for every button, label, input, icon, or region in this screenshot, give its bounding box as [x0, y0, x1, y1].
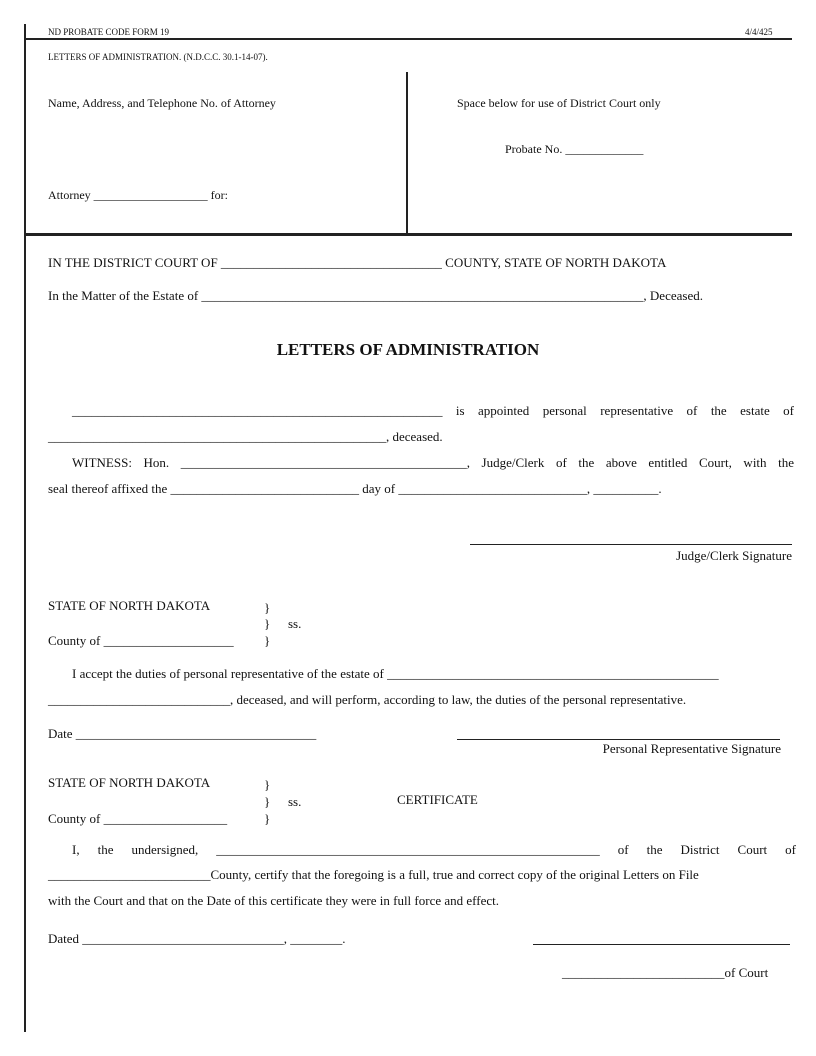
acceptance-brace-bottom: }	[264, 633, 271, 648]
representative-signature-line	[457, 739, 780, 740]
certificate-brace-bottom: }	[264, 811, 271, 826]
attorney-for-line: Attorney ___________________ for:	[48, 188, 228, 202]
certificate-of-court: _________________________of Court	[562, 965, 769, 980]
header-rule	[24, 38, 792, 40]
left-margin-rule	[24, 24, 26, 1032]
document-title: LETTERS OF ADMINISTRATION	[276, 340, 540, 359]
estate-matter-caption: In the Matter of the Estate of ____________________________________________________________________, Deceased.	[48, 288, 703, 303]
attorney-info-label: Name, Address, and Telephone No. of Attorney	[48, 96, 276, 110]
certificate-brace-top: }	[264, 777, 271, 792]
court-use-label: Space below for use of District Court only	[457, 96, 661, 110]
certificate-county: County of ___________________	[48, 811, 228, 826]
district-court-caption: IN THE DISTRICT COURT OF __________________________________ COUNTY, STATE OF NORTH DAKOTA	[48, 255, 667, 270]
certificate-ss: ss.	[288, 794, 302, 809]
box-divider-vertical	[406, 72, 408, 234]
certificate-state: STATE OF NORTH DAKOTA	[48, 775, 211, 790]
form-date-code: 4/4/425	[745, 27, 773, 37]
statute-reference: LETTERS OF ADMINISTRATION. (N.D.C.C. 30.1-14-07).	[48, 52, 268, 62]
acceptance-date-line: Date _____________________________________	[48, 726, 317, 741]
acceptance-line-1: I accept the duties of personal representative of the estate of ___________________________________________________	[72, 666, 719, 681]
letters-line-1: _________________________________________________________ is appointed personal representative of the estate of	[72, 403, 794, 418]
certificate-line-3: with the Court and that on the Date of this certificate they were in full force and effect.	[48, 893, 499, 908]
letters-line-4: seal thereof affixed the _____________________________ day of _____________________________, __________.	[48, 481, 662, 496]
acceptance-ss: ss.	[288, 616, 302, 631]
certificate-line-1: I, the undersigned, ___________________________________________________________ of the District Court of	[72, 842, 796, 857]
representative-signature-label: Personal Representative Signature	[602, 741, 781, 756]
acceptance-brace-top: }	[264, 600, 271, 615]
judge-signature-label: Judge/Clerk Signature	[676, 548, 792, 563]
acceptance-county: County of ____________________	[48, 633, 234, 648]
certificate-heading: CERTIFICATE	[397, 792, 478, 807]
acceptance-brace-middle: }	[264, 616, 271, 631]
certificate-line-2: _________________________County, certify that the foregoing is a full, true and correct copy of the original Letters on File	[48, 867, 699, 882]
certificate-dated-line: Dated _______________________________, ________.	[48, 931, 346, 946]
letters-line-3: WITNESS: Hon. ____________________________________________, Judge/Clerk of the above entitled Court, with the	[72, 455, 794, 470]
judge-signature-line	[470, 544, 792, 545]
probate-number-field: Probate No. _____________	[505, 142, 644, 156]
box-bottom-rule	[24, 233, 792, 236]
form-id: ND PROBATE CODE FORM 19	[48, 27, 170, 37]
acceptance-state: STATE OF NORTH DAKOTA	[48, 598, 211, 613]
letters-line-2: ____________________________________________________, deceased.	[48, 429, 443, 444]
acceptance-line-2: ____________________________, deceased, and will perform, according to law, the duties of the personal representative.	[48, 692, 687, 707]
certificate-brace-middle: }	[264, 794, 271, 809]
certificate-signature-line	[533, 944, 790, 945]
